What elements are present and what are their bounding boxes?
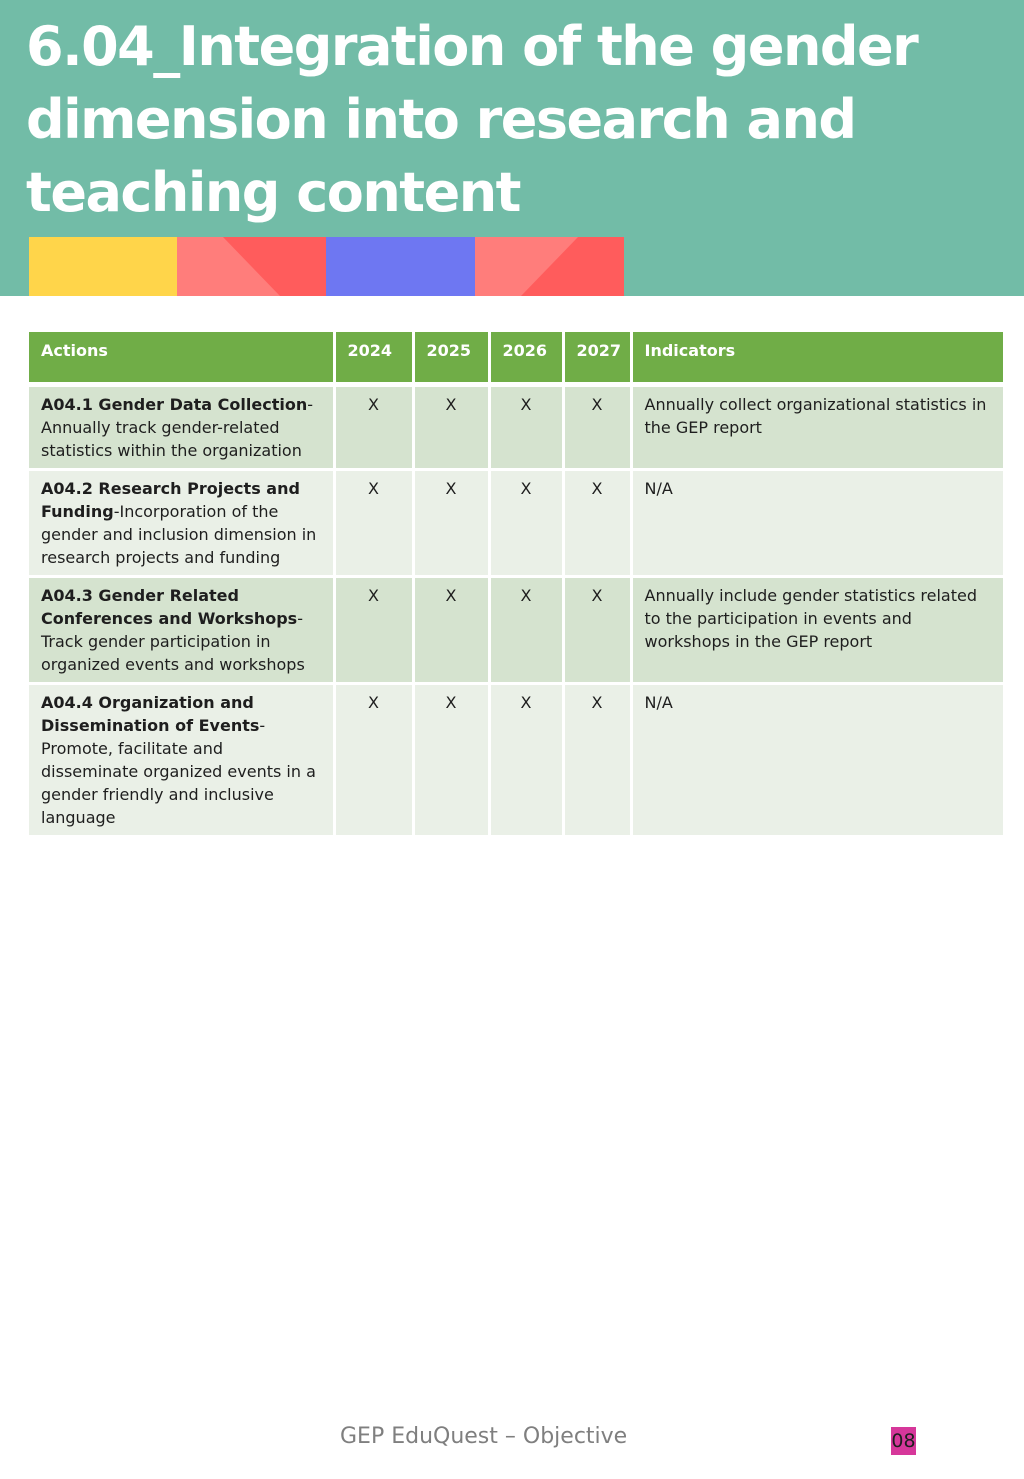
action-description: -Promote, facilitate and disseminate organized events in a gender friendly and inclusive language [41,715,316,827]
coral-block-right [475,237,623,296]
mark-2027: X [563,683,631,836]
header-2025: 2025 [413,332,489,384]
action-description: -Annually track gender-related statistics within the organization [41,394,313,460]
mark-2027: X [563,469,631,576]
mark-2024: X [334,683,413,836]
header-indicators: Indicators [631,332,1003,384]
indicator-cell: N/A [631,469,1003,576]
table-row [29,469,1003,576]
footer-text: GEP EduQuest – Objective [340,1424,628,1449]
mark-2026: X [489,384,563,469]
mark-2025: X [413,683,489,836]
action-title: A04.2 Research Projects and Funding [41,478,300,521]
action-cell [29,469,334,576]
table-row [29,576,1003,683]
mark-2027: X [563,576,631,683]
indicator-cell: N/A [631,683,1003,836]
header-banner [0,0,1024,296]
action-description: -Incorporation of the gender and inclusion dimension in research projects and funding [41,501,317,567]
table-row [29,384,1003,469]
header-2024: 2024 [334,332,413,384]
mark-2024: X [334,384,413,469]
action-cell [29,576,334,683]
header-actions: Actions [29,332,334,384]
coral-block-left [177,237,325,296]
action-cell [29,683,334,836]
action-title: A04.4 Organization and Dissemination of Events [41,692,260,735]
action-title: A04.1 Gender Data Collection [41,394,308,414]
action-cell [29,384,334,469]
action-title: A04.3 Gender Related Conferences and Workshops [41,585,298,628]
page-number: 08 [891,1427,916,1455]
table-row [29,683,1003,836]
yellow-block [29,237,177,296]
mark-2027: X [563,384,631,469]
color-blocks [29,237,624,296]
action-description: -Track gender participation in organized events and workshops [41,608,305,674]
page-title: 6.04_Integration of the gender dimension into research and teaching content [26,15,918,224]
action-plan-table [29,332,1003,838]
blue-block [326,237,474,296]
mark-2026: X [489,683,563,836]
header-2027: 2027 [563,332,631,384]
indicator-cell: Annually collect organizational statistics in the GEP report [631,384,1003,469]
mark-2024: X [334,576,413,683]
table-header-row [29,332,1003,384]
mark-2025: X [413,384,489,469]
mark-2025: X [413,469,489,576]
mark-2025: X [413,576,489,683]
mark-2024: X [334,469,413,576]
indicator-cell: Annually include gender statistics related to the participation in events and workshops in the GEP report [631,576,1003,683]
mark-2026: X [489,469,563,576]
header-2026: 2026 [489,332,563,384]
mark-2026: X [489,576,563,683]
